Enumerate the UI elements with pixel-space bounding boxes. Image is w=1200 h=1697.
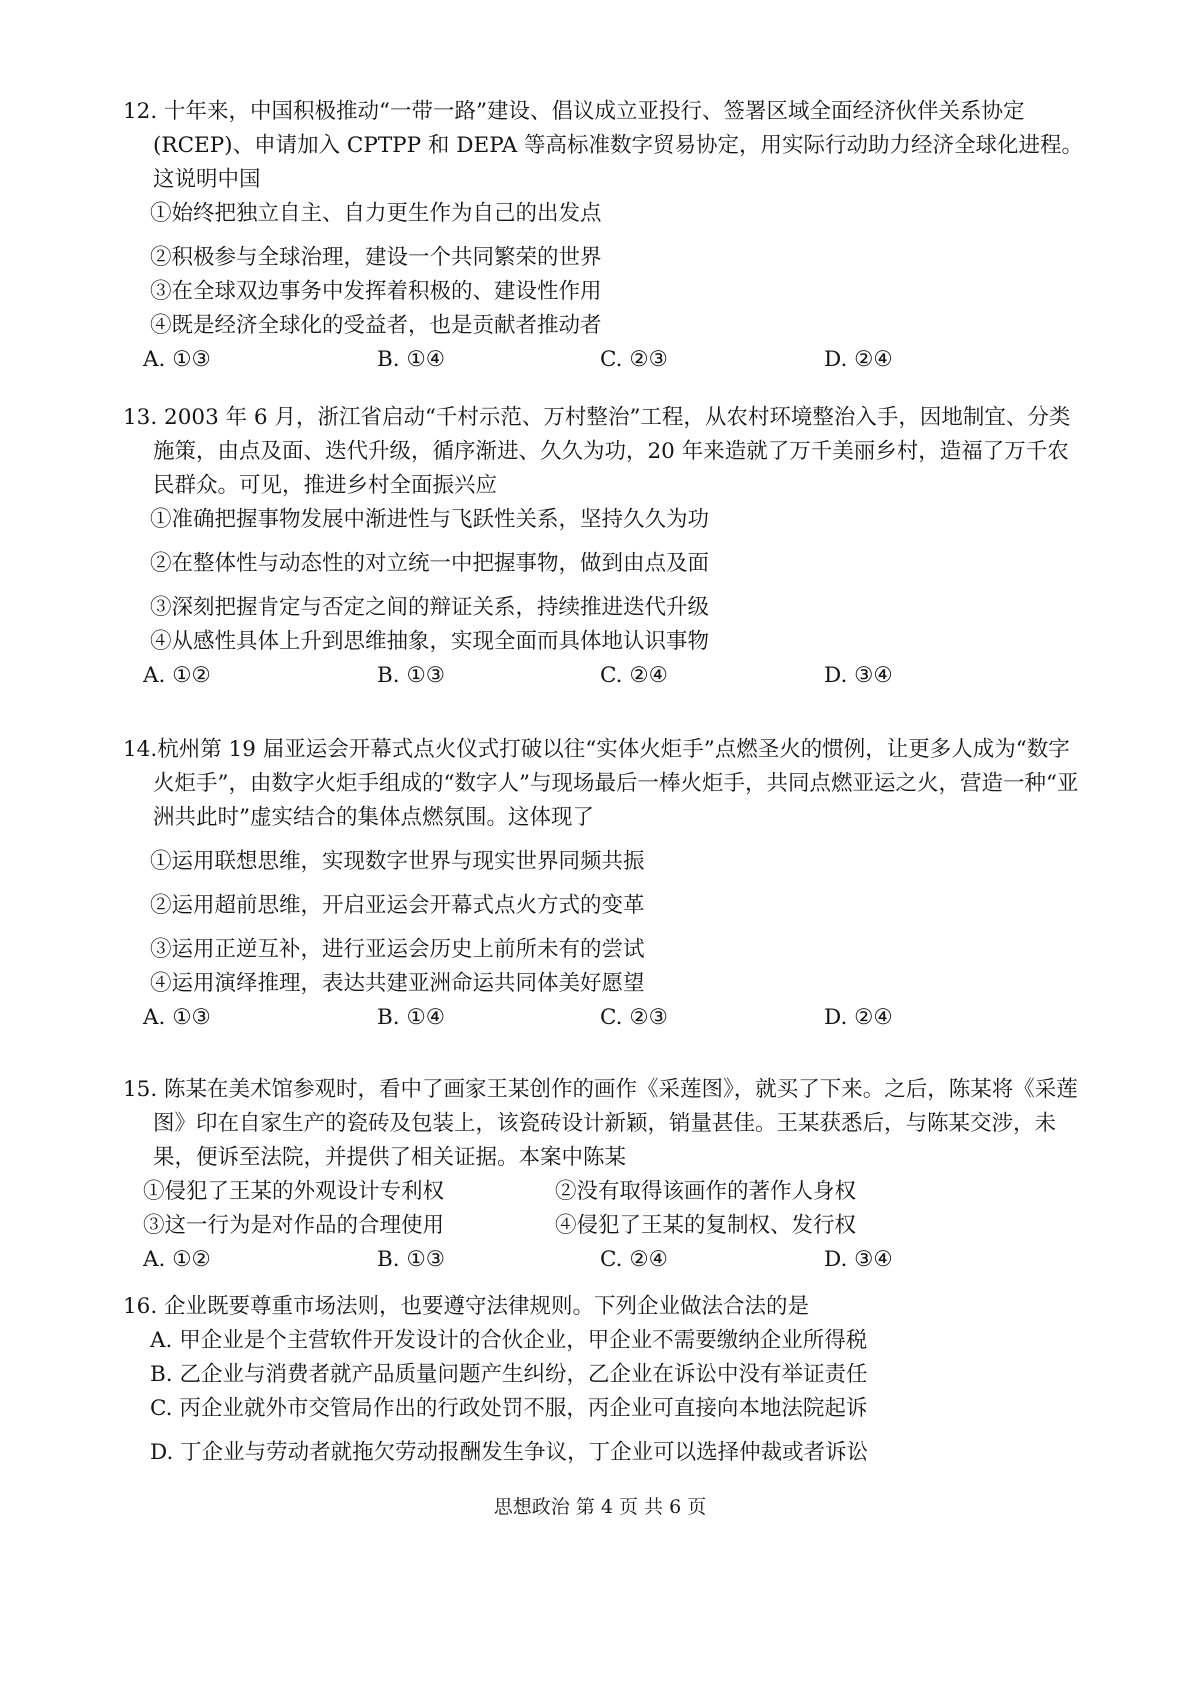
option-row xyxy=(0,1209,1088,1243)
answer-choices xyxy=(0,1243,1088,1277)
option-statement: ③这一行为是对作品的合理使用 xyxy=(143,1213,445,1238)
question-13 xyxy=(0,401,1088,693)
question-15 xyxy=(0,1073,1088,1277)
option-row xyxy=(0,1175,1088,1209)
question-stem xyxy=(0,1290,1088,1324)
answer-choice-b: B. ①③ xyxy=(377,1247,446,1272)
question-stem xyxy=(0,1073,1088,1175)
option-statement: ③运用正逆互补，进行亚运会历史上前所未有的尝试 xyxy=(150,937,645,962)
answer-choice-c: C. ②③ xyxy=(600,1005,668,1030)
answer-choice-d: D. ②④ xyxy=(824,1005,893,1030)
question-12 xyxy=(0,95,1088,377)
option-statement: ②在整体性与动态性的对立统一中把握事物，做到由点及面 xyxy=(150,551,710,576)
answer-choice-c: C. 丙企业就外市交管局作出的行政处罚不服，丙企业可直接向本地法院起诉 xyxy=(150,1396,868,1421)
answer-choice-d: D. 丁企业与劳动者就拖欠劳动报酬发生争议，丁企业可以选择仲裁或者诉讼 xyxy=(150,1440,869,1465)
question-stem xyxy=(0,95,1088,197)
answer-choice-b: B. ①④ xyxy=(377,347,446,372)
question-14 xyxy=(0,733,1088,1035)
answer-choices xyxy=(0,1001,1088,1035)
answer-choice-c: C. ②④ xyxy=(600,663,668,688)
option-statement: ④既是经济全球化的受益者，也是贡献者推动者 xyxy=(150,313,602,338)
answer-choice-c: C. ②④ xyxy=(600,1247,668,1272)
question-text: 十年来，中国积极推动“一带一路”建设、倡议成立亚投行、签署区域全面经济伙伴关系协定(RCEP)、申请加入 CPTPP 和 DEPA 等高标准数字贸易协定，用实际行动助力经济全球化进程。这说明中国 xyxy=(153,99,1084,192)
question-16 xyxy=(0,1290,1088,1470)
answer-choice-d: D. ③④ xyxy=(824,663,893,688)
option-statement: ①始终把独立自主、自力更生作为自己的出发点 xyxy=(150,201,602,226)
question-text: 企业既要尊重市场法则，也要遵守法律规则。下列企业做法合法的是 xyxy=(164,1294,810,1319)
question-text: 陈某在美术馆参观时，看中了画家王某创作的画作《采莲图》，就买了下来。之后，陈某将《采莲图》印在自家生产的瓷砖及包装上，该瓷砖设计新颖，销量甚佳。王某获悉后，与陈某交涉，未果，便诉至法院，并提供了相关证据。本案中陈某 xyxy=(153,1077,1078,1170)
option-statement: ③在全球双边事务中发挥着积极的、建设性作用 xyxy=(150,279,602,304)
question-number: 13. xyxy=(123,405,158,430)
option-statement: ①侵犯了王某的外观设计专利权 xyxy=(143,1179,445,1204)
question-number: 12. xyxy=(123,99,158,124)
answer-choice-b: B. ①③ xyxy=(377,663,446,688)
option-statement: ④从感性具体上升到思维抽象，实现全面而具体地认识事物 xyxy=(150,629,710,654)
option-statement: ②没有取得该画作的著作人身权 xyxy=(555,1179,857,1204)
question-number: 14. xyxy=(123,737,158,762)
question-text: 2003 年 6 月，浙江省启动“千村示范、万村整治”工程，从农村环境整治入手，因地制宜、分类施策，由点及面、迭代升级，循序渐进、久久为功，20 年来造就了万千美丽乡村，造福了万千农民群众。可见，推进乡村全面振兴应 xyxy=(153,405,1071,498)
answer-choice-b: B. 乙企业与消费者就产品质量问题产生纠纷，乙企业在诉讼中没有举证责任 xyxy=(150,1362,868,1387)
answer-choices xyxy=(0,343,1088,377)
question-number: 16. xyxy=(123,1294,158,1319)
answer-choice-d: D. ②④ xyxy=(824,347,893,372)
answer-choice-a: A. ①② xyxy=(143,663,211,688)
question-stem xyxy=(0,401,1088,503)
answer-choice-a: A. ①③ xyxy=(143,347,211,372)
page-footer: 思想政治 第 4 页 共 6 页 xyxy=(493,1496,707,1518)
question-stem xyxy=(0,733,1088,835)
answer-choice-b: B. ①④ xyxy=(377,1005,446,1030)
answer-choice-a: A. ①② xyxy=(143,1247,211,1272)
option-statement: ④侵犯了王某的复制权、发行权 xyxy=(555,1213,857,1238)
question-number: 15. xyxy=(123,1077,158,1102)
question-text: 杭州第 19 届亚运会开幕式点火仪式打破以往“实体火炬手”点燃圣火的惯例，让更多人成为“数字火炬手”，由数字火炬手组成的“数字人”与现场最后一棒火炬手，共同点燃亚运之火，营造一种“亚洲共此时”虚实结合的集体点燃氛围。这体现了 xyxy=(153,737,1079,830)
option-statement: ②积极参与全球治理，建设一个共同繁荣的世界 xyxy=(150,245,602,270)
answer-choice-a: A. 甲企业是个主营软件开发设计的合伙企业，甲企业不需要缴纳企业所得税 xyxy=(150,1328,868,1353)
option-statement: ①准确把握事物发展中渐进性与飞跃性关系，坚持久久为功 xyxy=(150,507,710,532)
answer-choice-d: D. ③④ xyxy=(824,1247,893,1272)
answer-choice-c: C. ②③ xyxy=(600,347,668,372)
option-statement: ③深刻把握肯定与否定之间的辩证关系，持续推进迭代升级 xyxy=(150,595,710,620)
option-statement: ①运用联想思维，实现数字世界与现实世界同频共振 xyxy=(150,849,645,874)
option-statement: ②运用超前思维，开启亚运会开幕式点火方式的变革 xyxy=(150,893,645,918)
answer-choices xyxy=(0,659,1088,693)
option-statement: ④运用演绎推理，表达共建亚洲命运共同体美好愿望 xyxy=(150,971,645,996)
answer-choice-a: A. ①③ xyxy=(143,1005,211,1030)
